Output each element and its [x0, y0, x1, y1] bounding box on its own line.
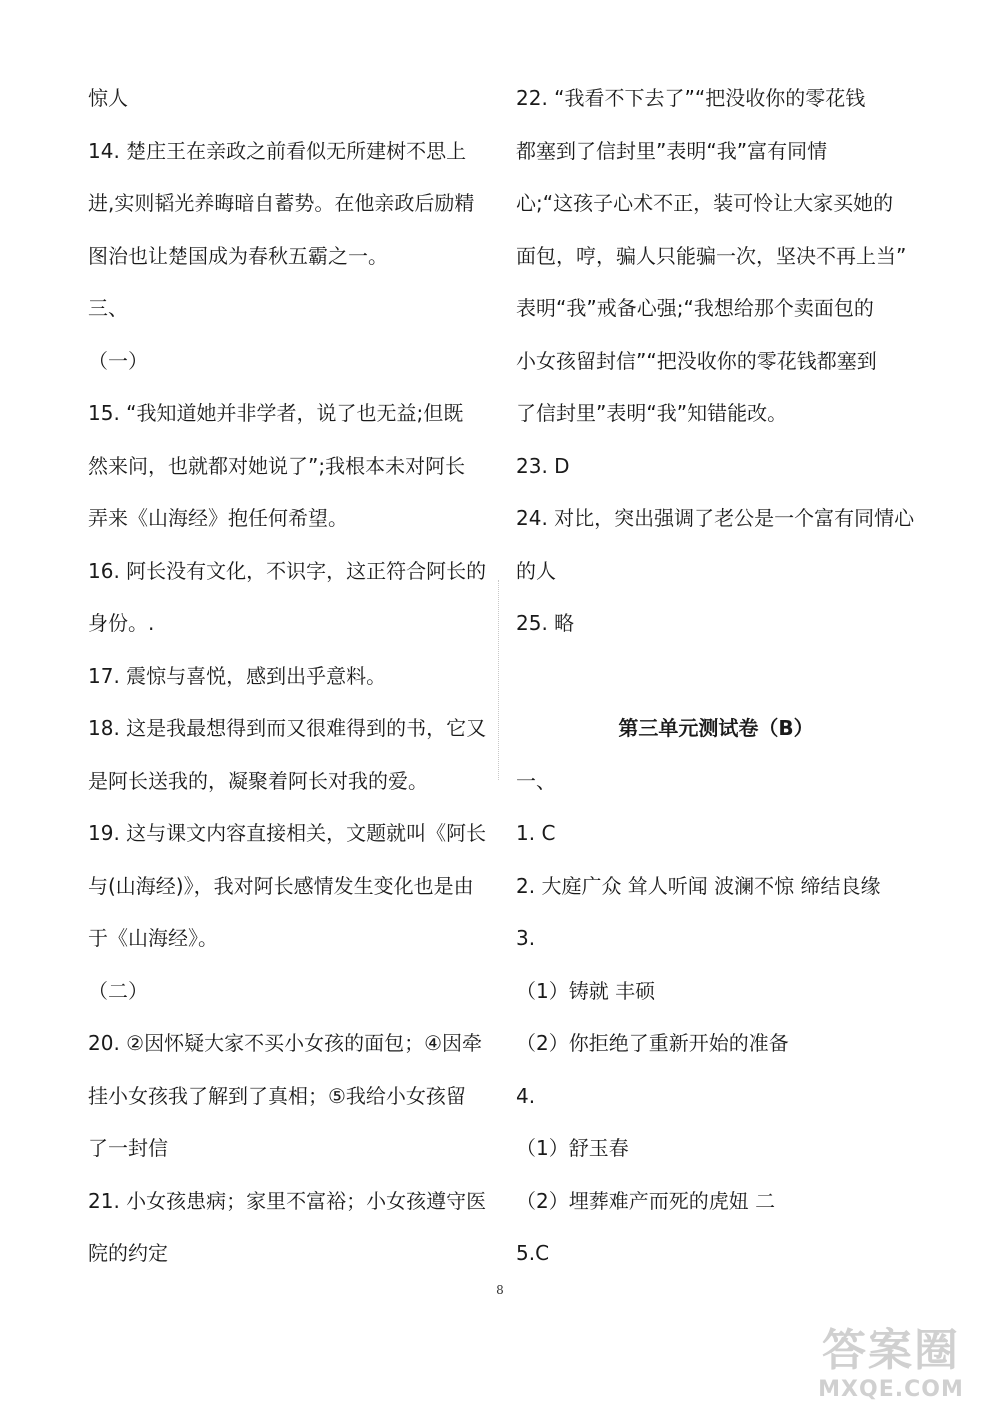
text-line: 表明“我”戒备心强;“我想给那个卖面包的 [516, 296, 874, 320]
watermark-logo [796, 1325, 986, 1407]
text-line: 挂小女孩我了解到了真相；⑤我给小女孩留 [88, 1083, 466, 1108]
watermark-url-text: MXQE.COM [818, 1377, 964, 1402]
text-line: 了一封信 [88, 1136, 168, 1160]
text-line: 与(山海经)》，我对阿长感情发生变化也是由 [88, 873, 474, 898]
text-line: 了信封里”表明“我”知错能改。 [516, 401, 788, 425]
text-line: （1）铸就 丰硕 [516, 978, 656, 1003]
text-line: 于《山海经》。 [88, 926, 218, 950]
subsection-number: （一） [88, 348, 148, 373]
text-line: 14. 楚庄王在亲政之前看似无所建树不思上 [88, 138, 467, 163]
section-heading: 第三单元测试卷（B） [618, 716, 814, 740]
text-line: 17. 震惊与喜悦，感到出乎意料。 [88, 663, 387, 688]
text-line: 身份。. [88, 611, 155, 635]
spacer [516, 650, 916, 703]
text-line: 心;“这孩子心术不正，装可怜让大家买她的 [516, 191, 894, 215]
text-line: 惊人 [88, 86, 128, 110]
text-line: 20. ②因怀疑大家不买小女孩的面包；④因牵 [88, 1031, 483, 1055]
text-line: 都塞到了信封里”表明“我”富有同情 [516, 138, 828, 163]
left-column [88, 72, 488, 1280]
text-line: 的人 [516, 558, 556, 583]
text-line: 面包，哼，骗人只能骗一次，坚决不再上当” [516, 243, 907, 268]
text-line: 16. 阿长没有文化，不识字，这正符合阿长的 [88, 558, 487, 583]
text-line: 18. 这是我最想得到而又很难得到的书，它又 [88, 716, 487, 740]
text-line: 22. “我看不下去了”“把没收你的零花钱 [516, 86, 866, 110]
text-line: 25. 略 [516, 611, 575, 635]
right-column [516, 72, 916, 1280]
watermark-main-text: 答案圈 [822, 1325, 960, 1376]
text-line: 23. D [516, 453, 570, 478]
text-line: 2. 大庭广众 耸人听闻 波澜不惊 缔结良缘 [516, 873, 881, 898]
text-line: 5.C [516, 1241, 550, 1265]
subsection-number: （二） [88, 978, 148, 1003]
text-line: 进,实则韬光养晦暗自蓄势。在他亲政后励精 [88, 191, 475, 215]
text-line: 1. C [516, 821, 556, 845]
text-line: 弄来《山海经》抱任何希望。 [88, 506, 348, 530]
text-line: 院的约定 [88, 1241, 168, 1265]
text-line: 是阿长送我的，凝聚着阿长对我的爱。 [88, 768, 428, 793]
text-line: （2）你拒绝了重新开始的准备 [516, 1031, 789, 1055]
section-number: 三、 [88, 296, 128, 320]
text-line: （1）舒玉春 [516, 1136, 629, 1160]
text-line: 图治也让楚国成为春秋五霸之一。 [88, 243, 388, 268]
section-number: 一、 [516, 768, 556, 793]
text-line: 21. 小女孩患病；家里不富裕；小女孩遵守医 [88, 1188, 487, 1213]
column-divider [498, 580, 499, 780]
text-line: 24. 对比，突出强调了老公是一个富有同情心 [516, 506, 915, 530]
text-line: （2）埋葬难产而死的虎妞 二 [516, 1188, 776, 1213]
text-line: 19. 这与课文内容直接相关，文题就叫《阿长 [88, 821, 487, 845]
text-line: 然来问，也就都对她说了”;我根本未对阿长 [88, 453, 466, 478]
text-line: 小女孩留封信”“把没收你的零花钱都塞到 [516, 348, 877, 373]
text-line: 4. [516, 1083, 536, 1108]
text-line: 3. [516, 926, 536, 950]
text-line: 15. “我知道她并非学者，说了也无益;但既 [88, 401, 464, 425]
page-number: 8 [496, 1283, 504, 1297]
